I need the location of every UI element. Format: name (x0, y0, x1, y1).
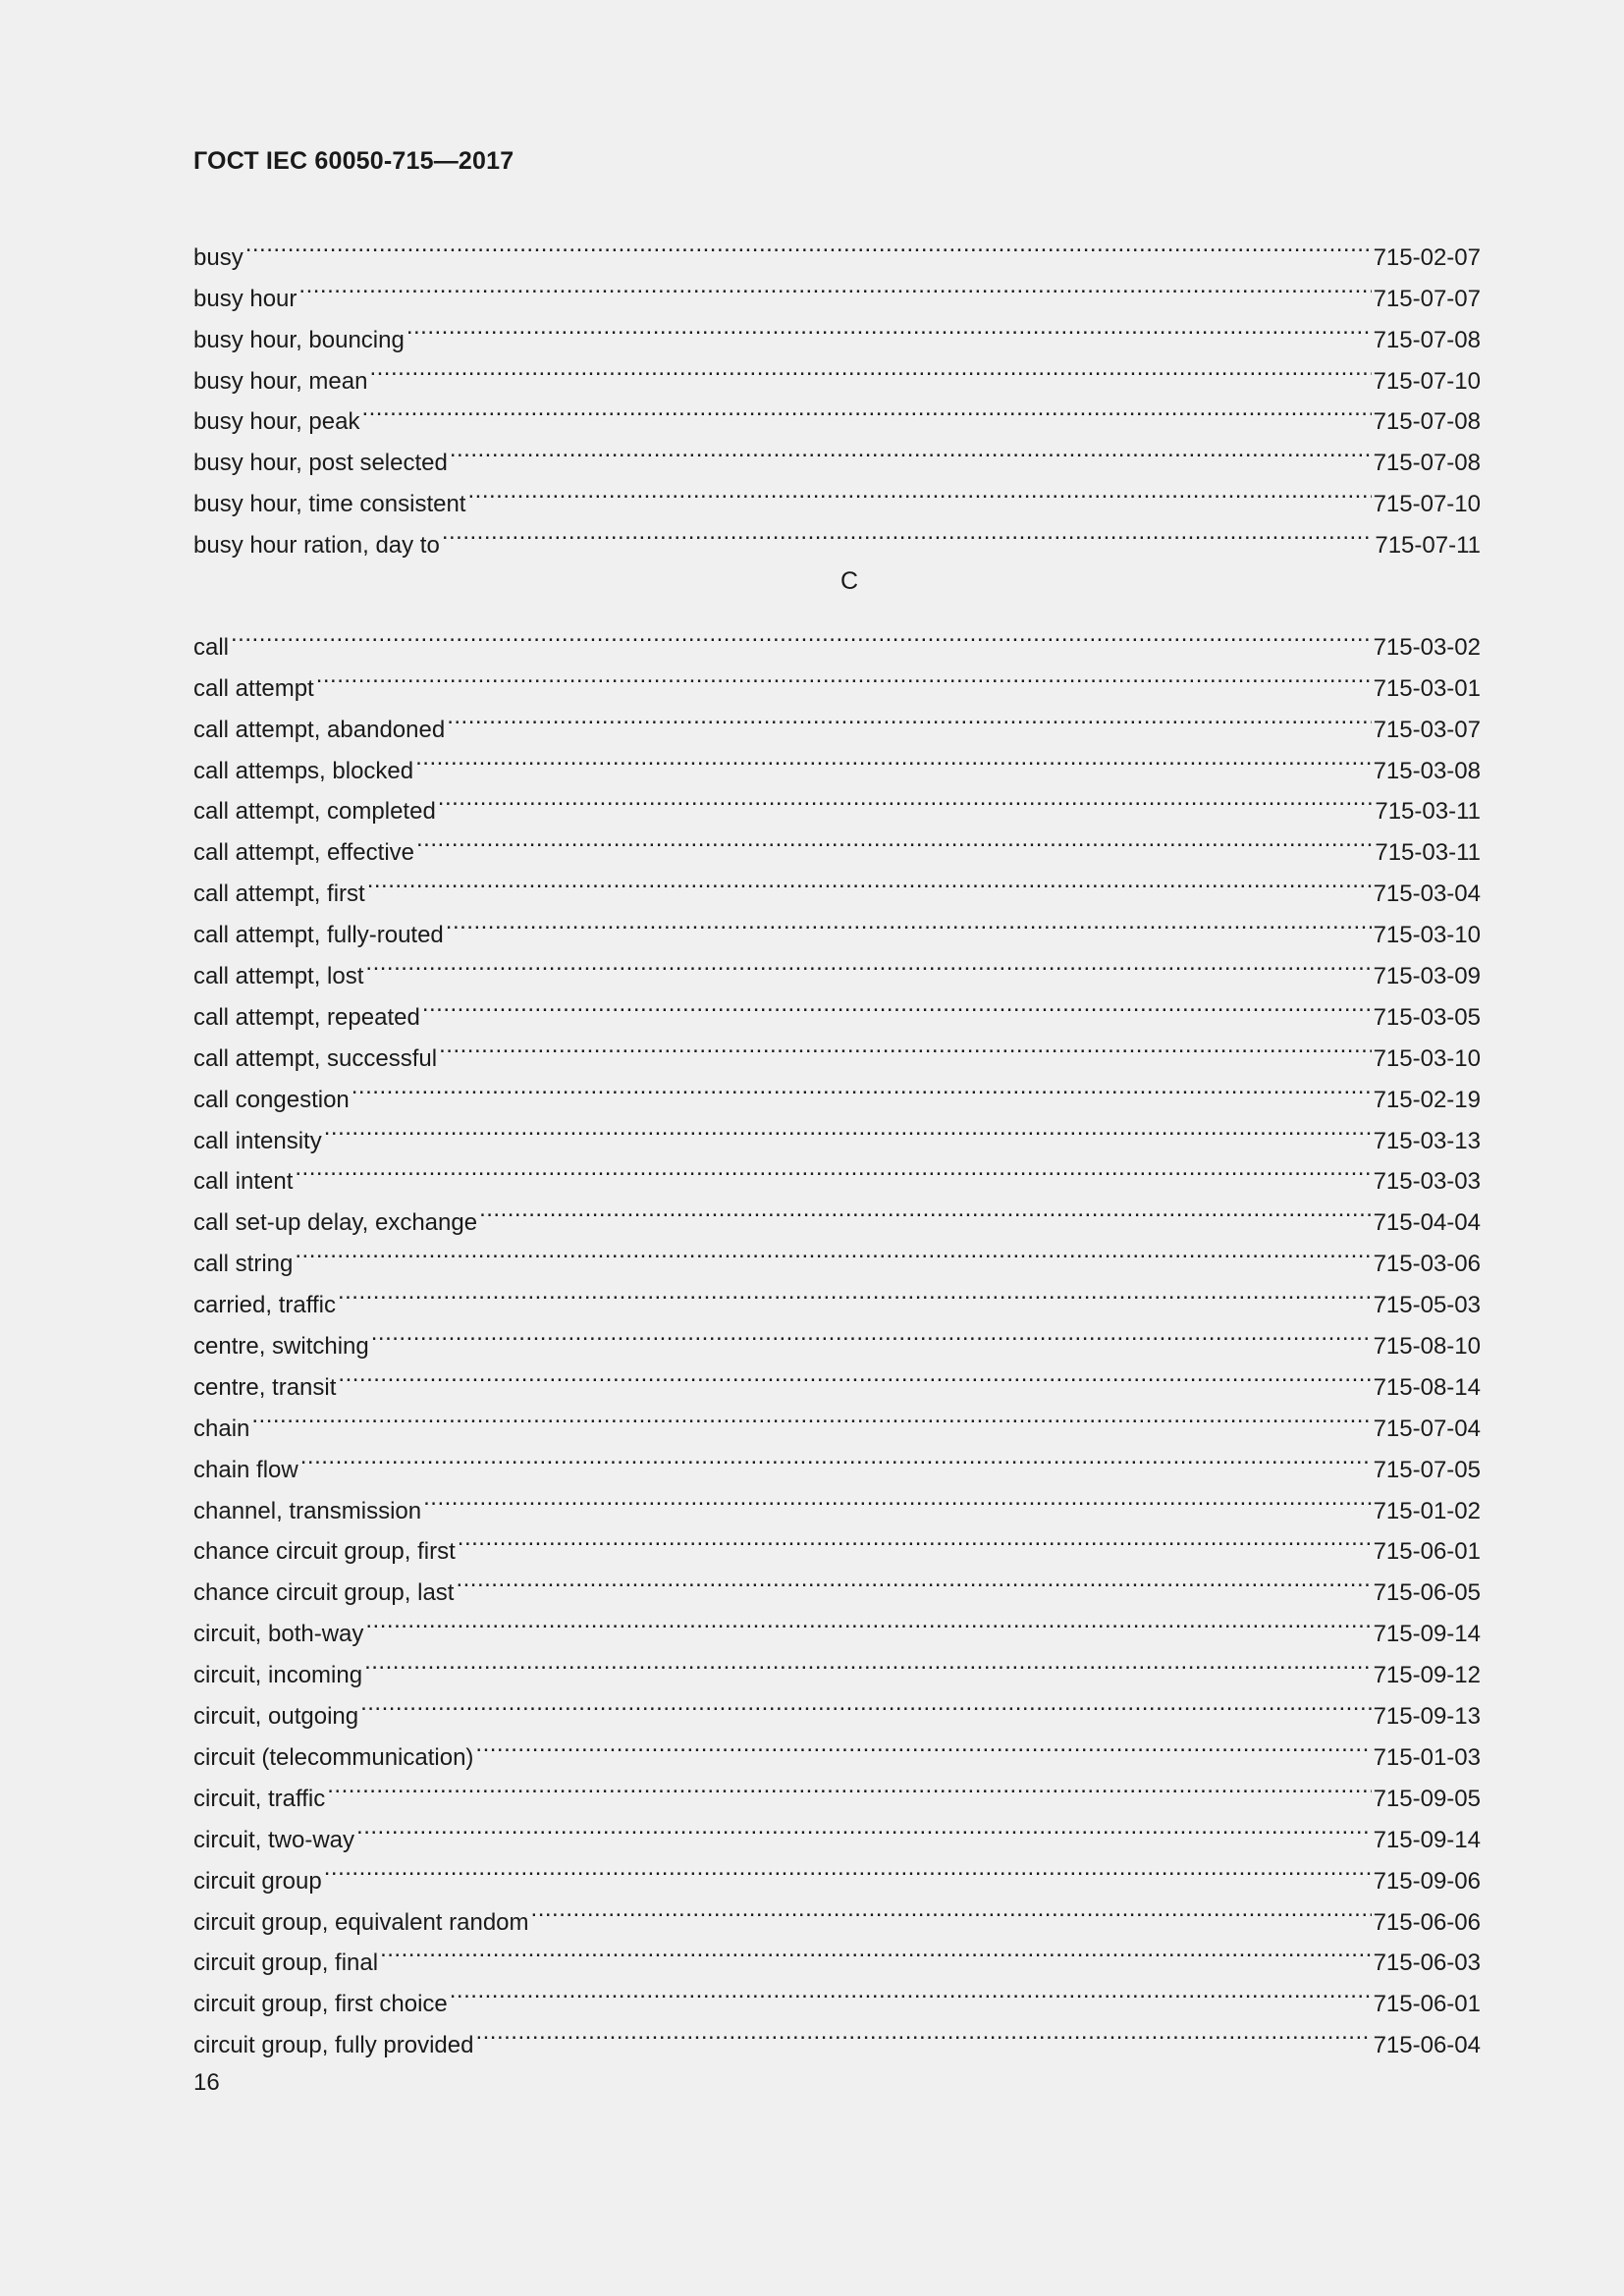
index-ref: 715-07-08 (1373, 450, 1481, 477)
dot-leader (458, 1519, 1372, 1560)
index-term: call attempt, repeated (193, 1003, 420, 1031)
index-term: call attempt, lost (193, 963, 364, 990)
index-ref: 715-07-08 (1373, 408, 1481, 436)
index-ref: 715-06-05 (1373, 1579, 1481, 1607)
dot-leader (531, 1889, 1372, 1930)
index-term: circuit, traffic (193, 1785, 326, 1812)
index-entry (193, 224, 1481, 271)
index-term: chance circuit group, first (193, 1538, 456, 1566)
index-ref: 715-04-04 (1373, 1209, 1481, 1237)
dot-leader (439, 1025, 1371, 1066)
index-entry (193, 1806, 1481, 1853)
index-entry (193, 1600, 1481, 1648)
index-entry (193, 265, 1481, 312)
dot-leader (356, 1806, 1372, 1847)
index-term: call attempt, first (193, 881, 365, 908)
index-entry (193, 1724, 1481, 1771)
index-ref: 715-06-04 (1373, 2032, 1481, 2059)
index-ref: 715-01-02 (1373, 1497, 1481, 1524)
index-ref: 715-03-10 (1373, 1044, 1481, 1072)
dot-leader (324, 1847, 1372, 1889)
dot-leader (338, 1271, 1372, 1312)
index-entry (193, 1189, 1481, 1237)
index-term: circuit group (193, 1867, 322, 1895)
index-entry (193, 942, 1481, 990)
index-ref: 715-07-08 (1373, 326, 1481, 353)
index-ref: 715-03-05 (1373, 1003, 1481, 1031)
dot-leader (442, 511, 1374, 553)
index-entry (193, 389, 1481, 436)
index-term: call attemps, blocked (193, 757, 414, 784)
index-term: call attempt (193, 674, 314, 702)
dot-leader (416, 819, 1373, 860)
index-ref: 715-08-10 (1373, 1333, 1481, 1361)
index-term: centre, switching (193, 1333, 369, 1361)
dot-leader (361, 389, 1371, 430)
dot-leader (415, 737, 1371, 778)
index-term: circuit, incoming (193, 1662, 363, 1689)
dot-leader (324, 1107, 1372, 1148)
index-ref: 715-03-11 (1375, 798, 1481, 826)
index-ref: 715-09-13 (1373, 1703, 1481, 1731)
index-ref: 715-03-06 (1373, 1251, 1481, 1278)
dot-leader (423, 1477, 1371, 1519)
index-ref: 715-07-11 (1375, 532, 1481, 560)
index-ref: 715-07-10 (1373, 367, 1481, 395)
index-ref: 715-02-07 (1373, 243, 1481, 271)
index-term: circuit group, equivalent random (193, 1908, 529, 1936)
index-ref: 715-03-01 (1373, 674, 1481, 702)
index-term: chance circuit group, last (193, 1579, 455, 1607)
index-ref: 715-03-08 (1373, 757, 1481, 784)
dot-leader (446, 901, 1372, 942)
index-term: busy hour (193, 285, 298, 312)
dot-leader (251, 1395, 1371, 1436)
index-entry (193, 1066, 1481, 1113)
index-term: circuit, two-way (193, 1826, 355, 1853)
index-ref: 715-07-07 (1373, 285, 1481, 312)
dot-leader (360, 1682, 1371, 1724)
index-section-c (193, 614, 1481, 2059)
index-ref: 715-06-01 (1373, 1991, 1481, 2018)
index-entry (193, 1930, 1481, 1977)
index-term: circuit group, first choice (193, 1991, 448, 2018)
index-entry (193, 696, 1481, 743)
index-term: circuit group, final (193, 1949, 379, 1977)
dot-leader (245, 224, 1372, 265)
index-ref: 715-03-09 (1373, 963, 1481, 990)
index-ref: 715-09-14 (1373, 1826, 1481, 1853)
index-ref: 715-03-02 (1373, 633, 1481, 661)
index-term: call (193, 633, 230, 661)
index-ref: 715-08-14 (1373, 1373, 1481, 1401)
dot-leader (316, 655, 1372, 696)
index-ref: 715-07-10 (1373, 491, 1481, 518)
dot-leader (380, 1930, 1371, 1971)
index-entry (193, 901, 1481, 949)
index-entry (193, 1641, 1481, 1689)
dot-leader (365, 1600, 1371, 1641)
index-term: circuit, both-way (193, 1621, 364, 1648)
dot-leader (298, 265, 1371, 306)
index-ref: 715-09-12 (1373, 1662, 1481, 1689)
index-entry (193, 1765, 1481, 1812)
dot-leader (422, 984, 1372, 1025)
index-ref: 715-02-19 (1373, 1086, 1481, 1113)
index-term: call string (193, 1251, 294, 1278)
index-term: centre, transit (193, 1373, 337, 1401)
document-title: ГОСТ IEC 60050-715—2017 (193, 147, 514, 175)
dot-leader (467, 470, 1371, 511)
index-entry (193, 984, 1481, 1031)
index-ref: 715-03-07 (1373, 716, 1481, 743)
index-entry (193, 860, 1481, 908)
index-entry (193, 1107, 1481, 1154)
index-term: chain flow (193, 1456, 298, 1483)
index-ref: 715-07-04 (1373, 1415, 1481, 1442)
dot-leader (438, 778, 1374, 820)
index-term: busy hour, time consistent (193, 491, 466, 518)
index-entry (193, 1354, 1481, 1401)
index-entry (193, 1271, 1481, 1319)
index-term: carried, traffic (193, 1292, 336, 1319)
index-term: chain (193, 1415, 250, 1442)
dot-leader (456, 1559, 1371, 1600)
index-ref: 715-05-03 (1373, 1292, 1481, 1319)
dot-leader (475, 1724, 1371, 1765)
index-entry (193, 1148, 1481, 1196)
index-ref: 715-06-06 (1373, 1908, 1481, 1936)
index-entry (193, 1230, 1481, 1278)
index-entry (193, 1312, 1481, 1361)
index-ref: 715-07-05 (1373, 1456, 1481, 1483)
index-ref: 715-01-03 (1373, 1743, 1481, 1771)
dot-leader (300, 1436, 1372, 1477)
index-term: busy hour, mean (193, 367, 368, 395)
dot-leader (364, 1641, 1372, 1682)
dot-leader (295, 1148, 1371, 1190)
index-term: call attempt, successful (193, 1044, 438, 1072)
index-entry (193, 655, 1481, 702)
index-ref: 715-03-04 (1373, 881, 1481, 908)
page-number: 16 (193, 2069, 220, 2096)
index-ref: 715-03-13 (1373, 1127, 1481, 1154)
index-term: circuit, outgoing (193, 1703, 359, 1731)
index-term: call attempt, effective (193, 839, 414, 867)
dot-leader (450, 1970, 1372, 2011)
index-term: call attempt, fully-routed (193, 922, 444, 949)
index-entry (193, 614, 1481, 661)
index-ref: 715-09-06 (1373, 1867, 1481, 1895)
index-term: call attempt, completed (193, 798, 436, 826)
index-ref: 715-03-03 (1373, 1168, 1481, 1196)
index-ref: 715-03-11 (1375, 839, 1481, 867)
dot-leader (352, 1066, 1372, 1107)
index-term: call intensity (193, 1127, 322, 1154)
index-ref: 715-06-03 (1373, 1949, 1481, 1977)
index-term: circuit group, fully provided (193, 2032, 474, 2059)
index-term: call attempt, abandoned (193, 716, 446, 743)
index-term: circuit (telecommunication) (193, 1743, 474, 1771)
index-term: busy hour, peak (193, 408, 360, 436)
dot-leader (367, 860, 1372, 901)
dot-leader (327, 1765, 1371, 1806)
index-term: call intent (193, 1168, 294, 1196)
index-entry (193, 306, 1481, 353)
index-term: busy hour ration, day to (193, 532, 440, 560)
index-term: call set-up delay, exchange (193, 1209, 478, 1237)
dot-leader (406, 306, 1372, 347)
index-entry (193, 1847, 1481, 1895)
index-entry (193, 347, 1481, 395)
index-ref: 715-06-01 (1373, 1538, 1481, 1566)
index-term: busy (193, 243, 244, 271)
dot-leader (369, 347, 1371, 389)
index-section-b (193, 224, 1481, 560)
index-entry (193, 1682, 1481, 1731)
index-term: busy hour, post selected (193, 450, 448, 477)
index-term: call congestion (193, 1086, 350, 1113)
index-term: channel, transmission (193, 1497, 422, 1524)
index-term: busy hour, bouncing (193, 326, 405, 353)
dot-leader (475, 2011, 1371, 2053)
dot-leader (231, 614, 1372, 655)
index-entry (193, 1477, 1481, 1524)
index-entry (193, 429, 1481, 477)
dot-leader (338, 1354, 1371, 1395)
dot-leader (371, 1312, 1372, 1354)
dot-leader (295, 1230, 1371, 1271)
index-ref: 715-09-05 (1373, 1785, 1481, 1812)
index-entry (193, 1970, 1481, 2018)
index-entry (193, 1889, 1481, 1936)
section-letter-heading: C (839, 567, 859, 595)
index-ref: 715-09-14 (1373, 1621, 1481, 1648)
dot-leader (450, 429, 1372, 470)
index-ref: 715-03-10 (1373, 922, 1481, 949)
dot-leader (447, 696, 1371, 737)
index-entry (193, 1436, 1481, 1483)
index-entry (193, 1395, 1481, 1442)
dot-leader (365, 942, 1371, 984)
dot-leader (479, 1189, 1372, 1230)
